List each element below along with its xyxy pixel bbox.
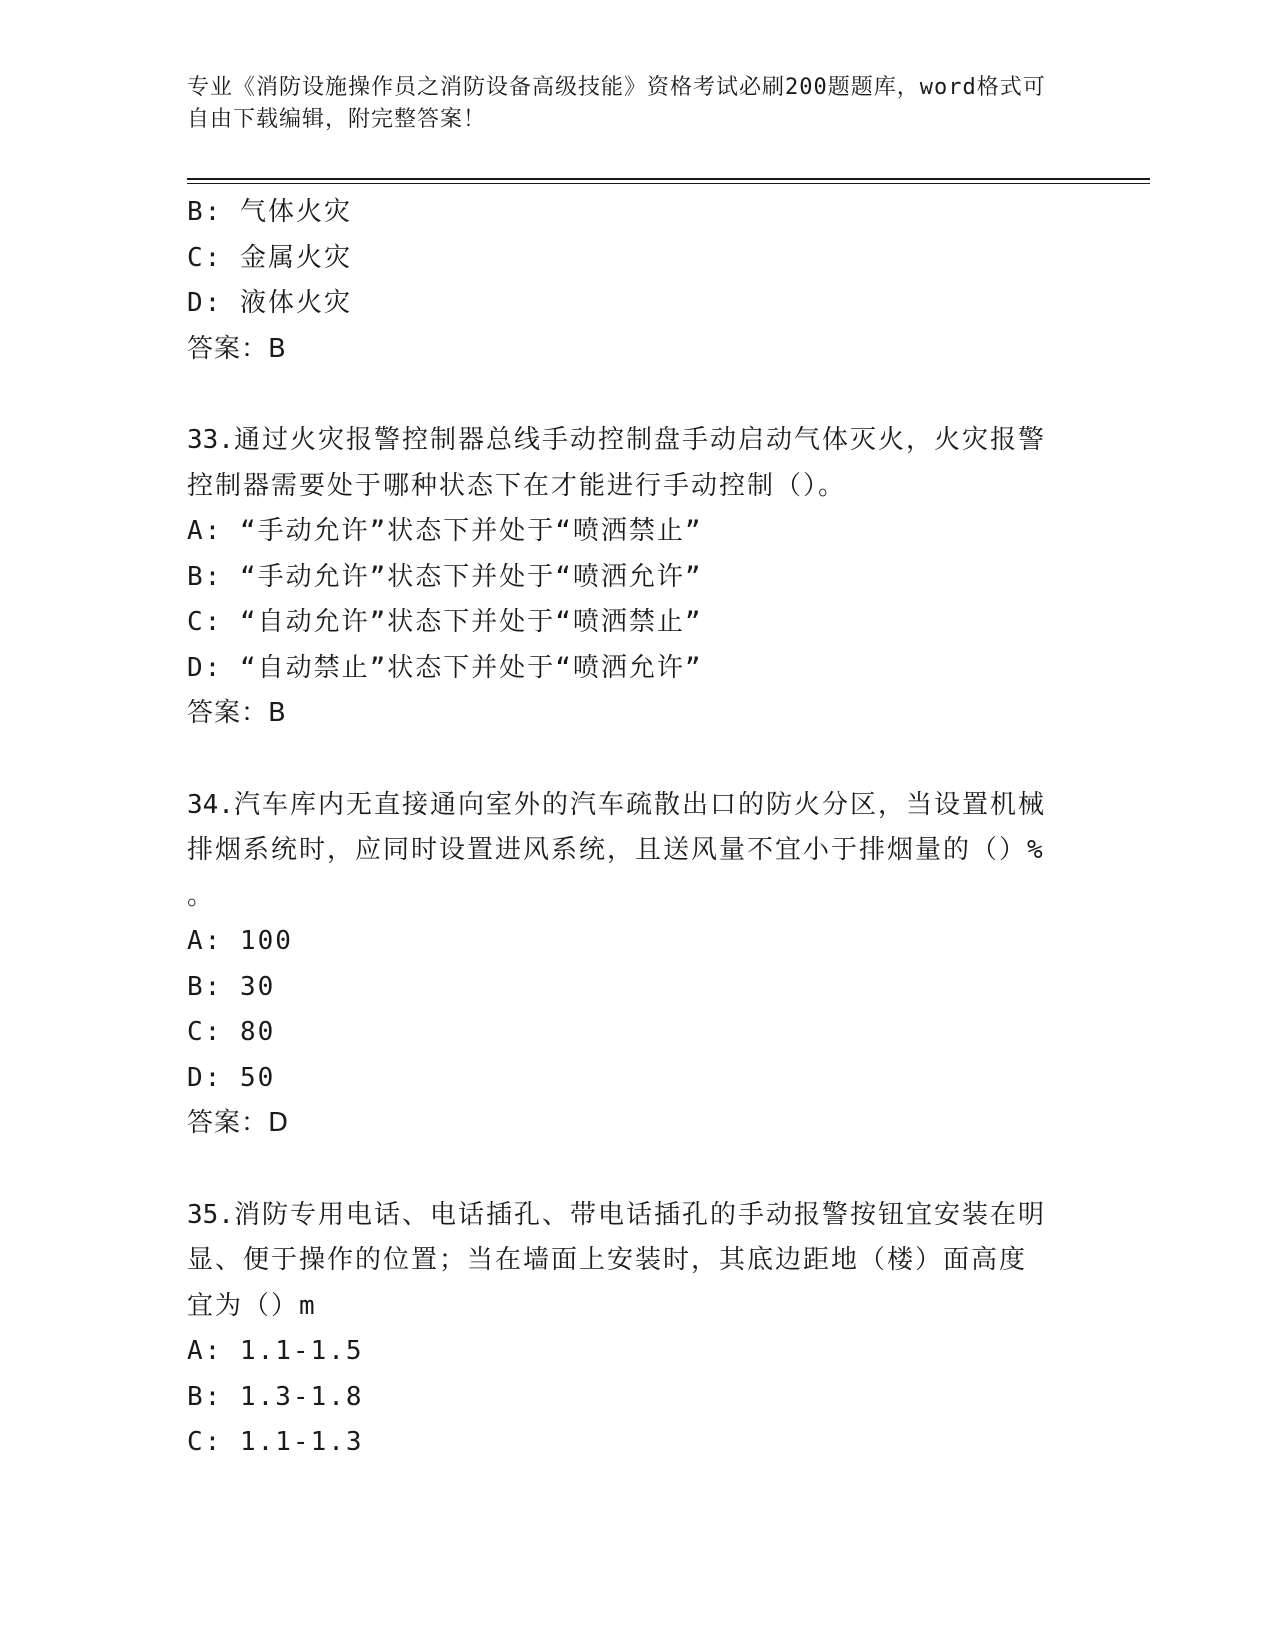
- option-c: C: 金属火灾: [187, 242, 352, 273]
- question-stem-text: 汽车库内无直接通向室外的汽车疏散出口的防火分区，当设置机械: [233, 789, 1046, 820]
- option-a: A: 100: [187, 926, 293, 956]
- option-d: D: “自动禁止”状态下并处于“喷洒允许”: [187, 652, 703, 683]
- question-number: 33.: [187, 425, 234, 455]
- question-stem-line: 宜为（）m: [187, 1290, 317, 1321]
- option-b: B: 1.3-1.8: [187, 1381, 364, 1412]
- question-33: [187, 418, 1067, 737]
- question-34: [187, 783, 1067, 1147]
- option-b: B: “手动允许”状态下并处于“喷洒允许”: [187, 561, 703, 592]
- spacer: [187, 737, 1067, 783]
- question-content: [187, 190, 1067, 1466]
- question-stem-text: 通过火灾报警控制器总线手动控制盘手动启动气体灭火，火灾报警: [233, 425, 1046, 455]
- option-d: D: 液体火灾: [187, 288, 352, 318]
- previous-question-tail: [187, 190, 1067, 372]
- question-35: [187, 1193, 1067, 1466]
- question-number: 34.: [187, 789, 234, 820]
- option-a: A: “手动允许”状态下并处于“喷洒禁止”: [187, 516, 703, 546]
- option-d: D: 50: [187, 1062, 276, 1093]
- header-divider-thick: [187, 178, 1150, 180]
- spacer: [187, 372, 1067, 418]
- question-number: 35.: [187, 1199, 234, 1230]
- question-stem-line: 显、便于操作的位置；当在墙面上安装时，其底边距地（楼）面高度: [187, 1245, 1028, 1275]
- question-stem-line: 排烟系统时，应同时设置进风系统，且送风量不宜小于排烟量的（）%: [187, 835, 1045, 865]
- answer-line: 答案：B: [187, 333, 287, 364]
- option-b: B: 30: [187, 971, 276, 1002]
- question-stem-line: [187, 783, 1067, 829]
- question-stem-line: [187, 1193, 1067, 1239]
- question-stem-line: 控制器需要处于哪种状态下在才能进行手动控制（）。: [187, 470, 847, 501]
- document-header: 专业《消防设施操作员之消防设备高级技能》资格考试必刷200题题库，word格式可自由下载编辑，附完整答案！: [187, 75, 1046, 132]
- answer-line: 答案：B: [187, 698, 287, 728]
- question-stem-line: [187, 418, 1067, 464]
- option-c: C: “自动允许”状态下并处于“喷洒禁止”: [187, 607, 703, 637]
- answer-line: 答案：D: [187, 1108, 290, 1138]
- question-stem-text: 消防专用电话、电话插孔、带电话插孔的手动报警按钮宜安装在明: [233, 1199, 1046, 1230]
- option-b: B: 气体火灾: [187, 197, 352, 227]
- option-c: C: 80: [187, 1017, 276, 1047]
- header-divider-thin: [187, 183, 1150, 184]
- question-stem-line: 。: [187, 880, 216, 911]
- option-c: C: 1.1-1.3: [187, 1427, 364, 1457]
- spacer: [187, 1147, 1067, 1193]
- option-a: A: 1.1-1.5: [187, 1336, 364, 1366]
